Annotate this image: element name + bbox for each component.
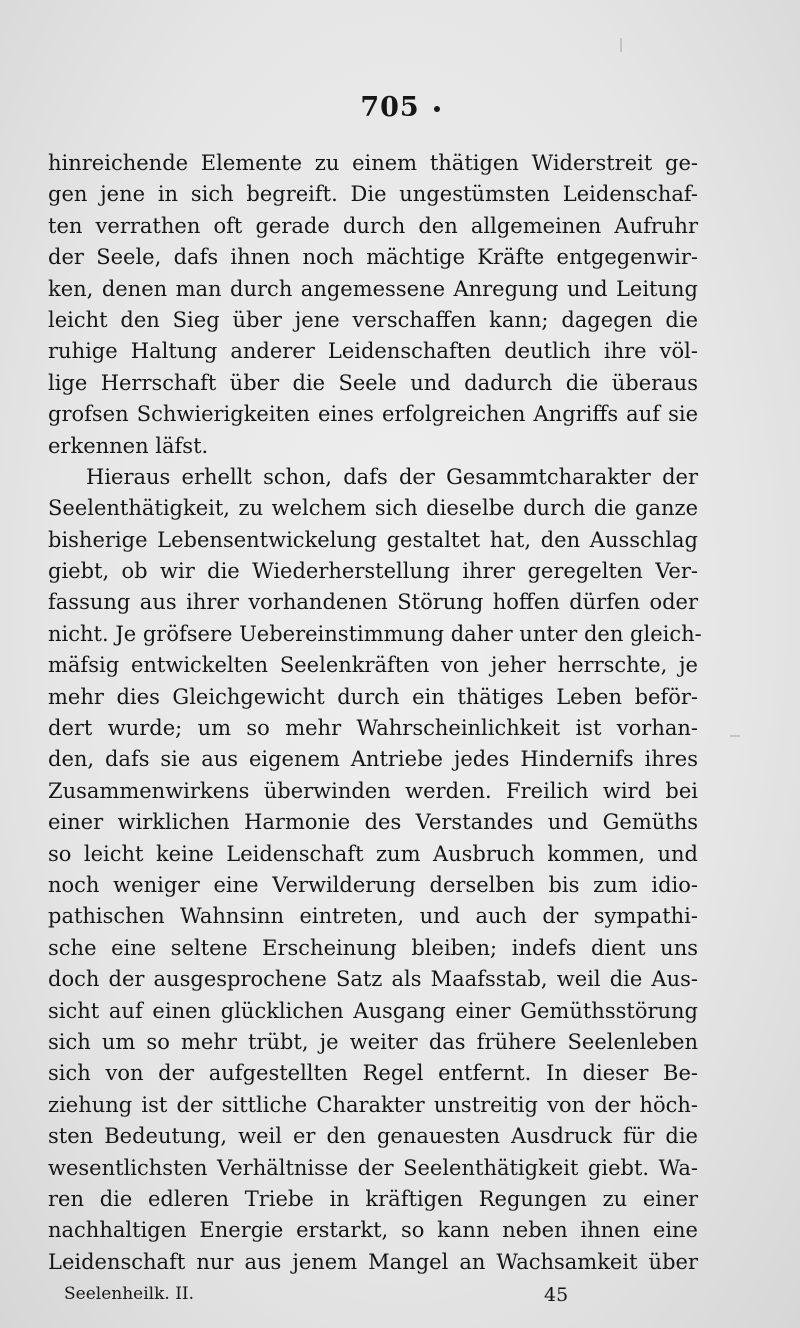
text-line: Seelenthätigkeit, zu welchem sich dieselbe durch die ganze (48, 496, 698, 521)
text-line: gen jene in sich begreift. Die ungestümsten Leidenschaf- (48, 182, 698, 207)
text-line: leicht den Sieg über jene verschaffen kann; dagegen die (48, 307, 698, 332)
text-line: fassung aus ihrer vorhandenen Störung hoffen dürfen oder (48, 590, 698, 615)
text-line: nicht. Je gröfsere Uebereinstimmung daher unter den gleich- (48, 621, 702, 646)
paper-speck (620, 38, 622, 52)
text-line: Hieraus erhellt schon, dafs der Gesammtcharakter der (86, 464, 698, 489)
page-number-text: 705 (360, 92, 420, 123)
text-line: ken, denen man durch angemessene Anregung und Leitung (48, 276, 698, 301)
footer-title: Seelenheilk. II. (64, 1284, 195, 1304)
signature-mark: 45 (544, 1284, 569, 1306)
text-line: sich von der aufgestellten Regel entfernt. In dieser Be- (48, 1061, 698, 1086)
text-line: hinreichende Elemente zu einem thätigen Widerstreit ge- (48, 151, 698, 175)
text-line: ren die edleren Triebe in kräftigen Regungen zu einer (48, 1186, 698, 1211)
text-line: sich um so mehr trübt, je weiter das frühere Seelenleben (48, 1029, 698, 1054)
text-line: ziehung ist der sittliche Charakter unstreitig von der höch- (48, 1092, 698, 1117)
text-line: mehr dies Gleichgewicht durch ein thätiges Leben beför- (48, 684, 698, 709)
text-line: giebt, ob wir die Wiederherstellung ihrer geregelten Ver- (48, 559, 698, 584)
page-number (0, 92, 800, 123)
text-line: noch weniger eine Verwilderung derselben bis zum idio- (48, 872, 698, 897)
text-line: lige Herrschaft über die Seele und dadurch die überaus (48, 370, 698, 395)
text-line: der Seele, dafs ihnen noch mächtige Kräfte entgegenwir- (48, 245, 698, 270)
text-line: sicht auf einen glücklichen Ausgang einer Gemüthsstörung (48, 998, 698, 1023)
text-line: den, dafs sie aus eigenem Antriebe jedes Hindernifs ihres (48, 747, 698, 772)
text-line: dert wurde; um so mehr Wahrscheinlichkeit ist vorhan- (48, 716, 698, 741)
text-line: ruhige Haltung anderer Leidenschaften deutlich ihre völ- (48, 339, 698, 364)
text-line: grofsen Schwierigkeiten eines erfolgreichen Angriffs auf sie (48, 402, 698, 427)
text-line: wesentlichsten Verhältnisse der Seelenthätigkeit giebt. Wa- (48, 1155, 698, 1180)
text-line: so leicht keine Leidenschaft zum Ausbruch kommen, und (48, 841, 698, 866)
text-line: pathischen Wahnsinn eintreten, und auch der sympathi- (48, 904, 698, 929)
text-line: doch der ausgesprochene Satz als Maafsstab, weil die Aus- (48, 967, 698, 992)
text-line: einer wirklichen Harmonie des Verstandes und Gemüths (48, 810, 698, 835)
text-line: nachhaltigen Energie erstarkt, so kann neben ihnen eine (48, 1218, 698, 1243)
text-line: ten verrathen oft gerade durch den allgemeinen Aufruhr (48, 213, 698, 238)
text-line: bisherige Lebensentwickelung gestaltet hat, den Ausschlag (48, 527, 698, 552)
text-line: Zusammenwirkens überwinden werden. Freilich wird bei (48, 778, 698, 803)
page-footer (64, 1284, 584, 1304)
ink-dot (434, 106, 440, 112)
text-line: Leidenschaft nur aus jenem Mangel an Wachsamkeit über (48, 1249, 698, 1274)
paper-speck (730, 735, 740, 737)
text-line: sche eine seltene Erscheinung bleiben; indefs dient uns (48, 935, 698, 960)
text-line: erkennen läfst. (48, 433, 209, 458)
text-line: sten Bedeutung, weil er den genauesten Ausdruck für die (48, 1124, 698, 1149)
body-text (48, 148, 702, 1278)
text-line: mäfsig entwickelten Seelenkräften von jeher herrschte, je (48, 653, 698, 678)
